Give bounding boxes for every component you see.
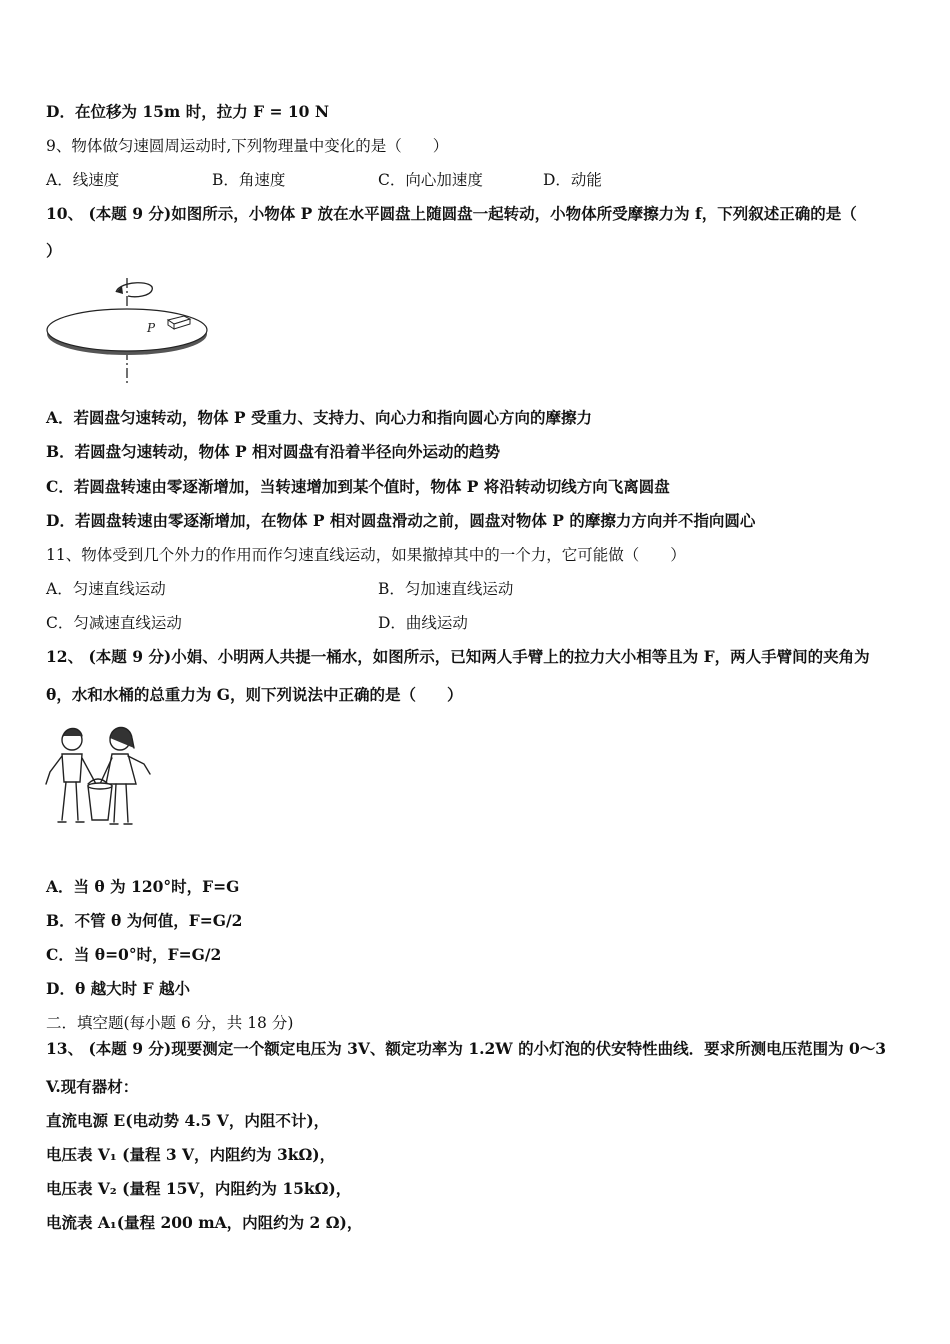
question-12-line1: 12、 (本题 9 分)小娟、小明两人共提一桶水，如图所示，已知两人手臂上的拉力大小相等且为 F，两人手臂间的夹角为 <box>46 647 870 666</box>
q11-option-c: C．匀减速直线运动 <box>46 614 182 632</box>
q11-option-d: D．曲线运动 <box>378 614 468 632</box>
q12-option-a: A．当 θ 为 120°时，F=G <box>46 877 240 896</box>
q10-option-b: B．若圆盘匀速转动，物体 P 相对圆盘有沿着半径向外运动的趋势 <box>46 442 501 461</box>
q12-option-b: B．不管 θ 为何值，F=G/2 <box>46 911 243 930</box>
equipment-ammeter-1: 电流表 A₁(量程 200 mA，内阻约为 2 Ω)， <box>46 1213 363 1232</box>
label-p: P <box>147 321 156 335</box>
question-10-line1: 10、 (本题 9 分)如图所示，小物体 P 放在水平圆盘上随圆盘一起转动，小物体所受摩擦力为 f，下列叙述正确的是（ <box>46 204 857 223</box>
equipment-power-supply: 直流电源 E(电动势 4.5 V，内阻不计)， <box>46 1111 330 1130</box>
q11-option-b: B．匀加速直线运动 <box>378 580 514 598</box>
children-carrying-bucket-figure <box>44 724 158 830</box>
q10-option-d: D．若圆盘转速由零逐渐增加，在物体 P 相对圆盘滑动之前，圆盘对物体 P 的摩擦力方向并不指向圆心 <box>46 511 756 530</box>
q10-option-a: A．若圆盘匀速转动，物体 P 受重力、支持力、向心力和指向圆心方向的摩擦力 <box>46 408 592 427</box>
q12-option-d: D．θ 越大时 F 越小 <box>46 979 190 998</box>
disk-top <box>47 309 207 351</box>
question-9: 9、物体做匀速圆周运动时,下列物理量中变化的是（ ） <box>46 137 449 155</box>
question-10-line2: ） <box>46 241 62 260</box>
equipment-voltmeter-2: 电压表 V₂ (量程 15V，内阻约为 15kΩ)， <box>46 1179 352 1198</box>
q10-option-c: C．若圆盘转速由零逐渐增加，当转速增加到某个值时，物体 P 将沿转动切线方向飞离圆盘 <box>46 477 670 496</box>
question-12-line2: θ，水和水桶的总重力为 G，则下列说法中正确的是（ ） <box>46 685 463 704</box>
q9-option-c: C．向心加速度 <box>378 171 483 189</box>
equipment-voltmeter-1: 电压表 V₁ (量程 3 V，内阻约为 3kΩ)， <box>46 1145 336 1164</box>
q9-option-d: D．动能 <box>543 171 602 189</box>
q9-option-a: A．线速度 <box>46 171 120 189</box>
q9-option-b: B．角速度 <box>212 171 286 189</box>
section-2-heading: 二．填空题(每小题 6 分，共 18 分) <box>46 1014 294 1032</box>
q11-option-a: A．匀速直线运动 <box>46 580 166 598</box>
rotating-disk-figure <box>44 276 224 388</box>
option-d-previous: D．在位移为 15m 时，拉力 F = 10 N <box>46 102 330 121</box>
question-11: 11、物体受到几个外力的作用而作匀速直线运动，如果撤掉其中的一个力，它可能做（ ） <box>46 546 686 564</box>
question-13-line2: V.现有器材： <box>46 1077 139 1096</box>
question-13-line1: 13、 (本题 9 分)现要测定一个额定电压为 3V、额定功率为 1.2W 的小灯泡的伏安特性曲线．要求所测电压范围为 0～3 <box>46 1039 887 1058</box>
q12-option-c: C．当 θ=0°时，F=G/2 <box>46 945 222 964</box>
